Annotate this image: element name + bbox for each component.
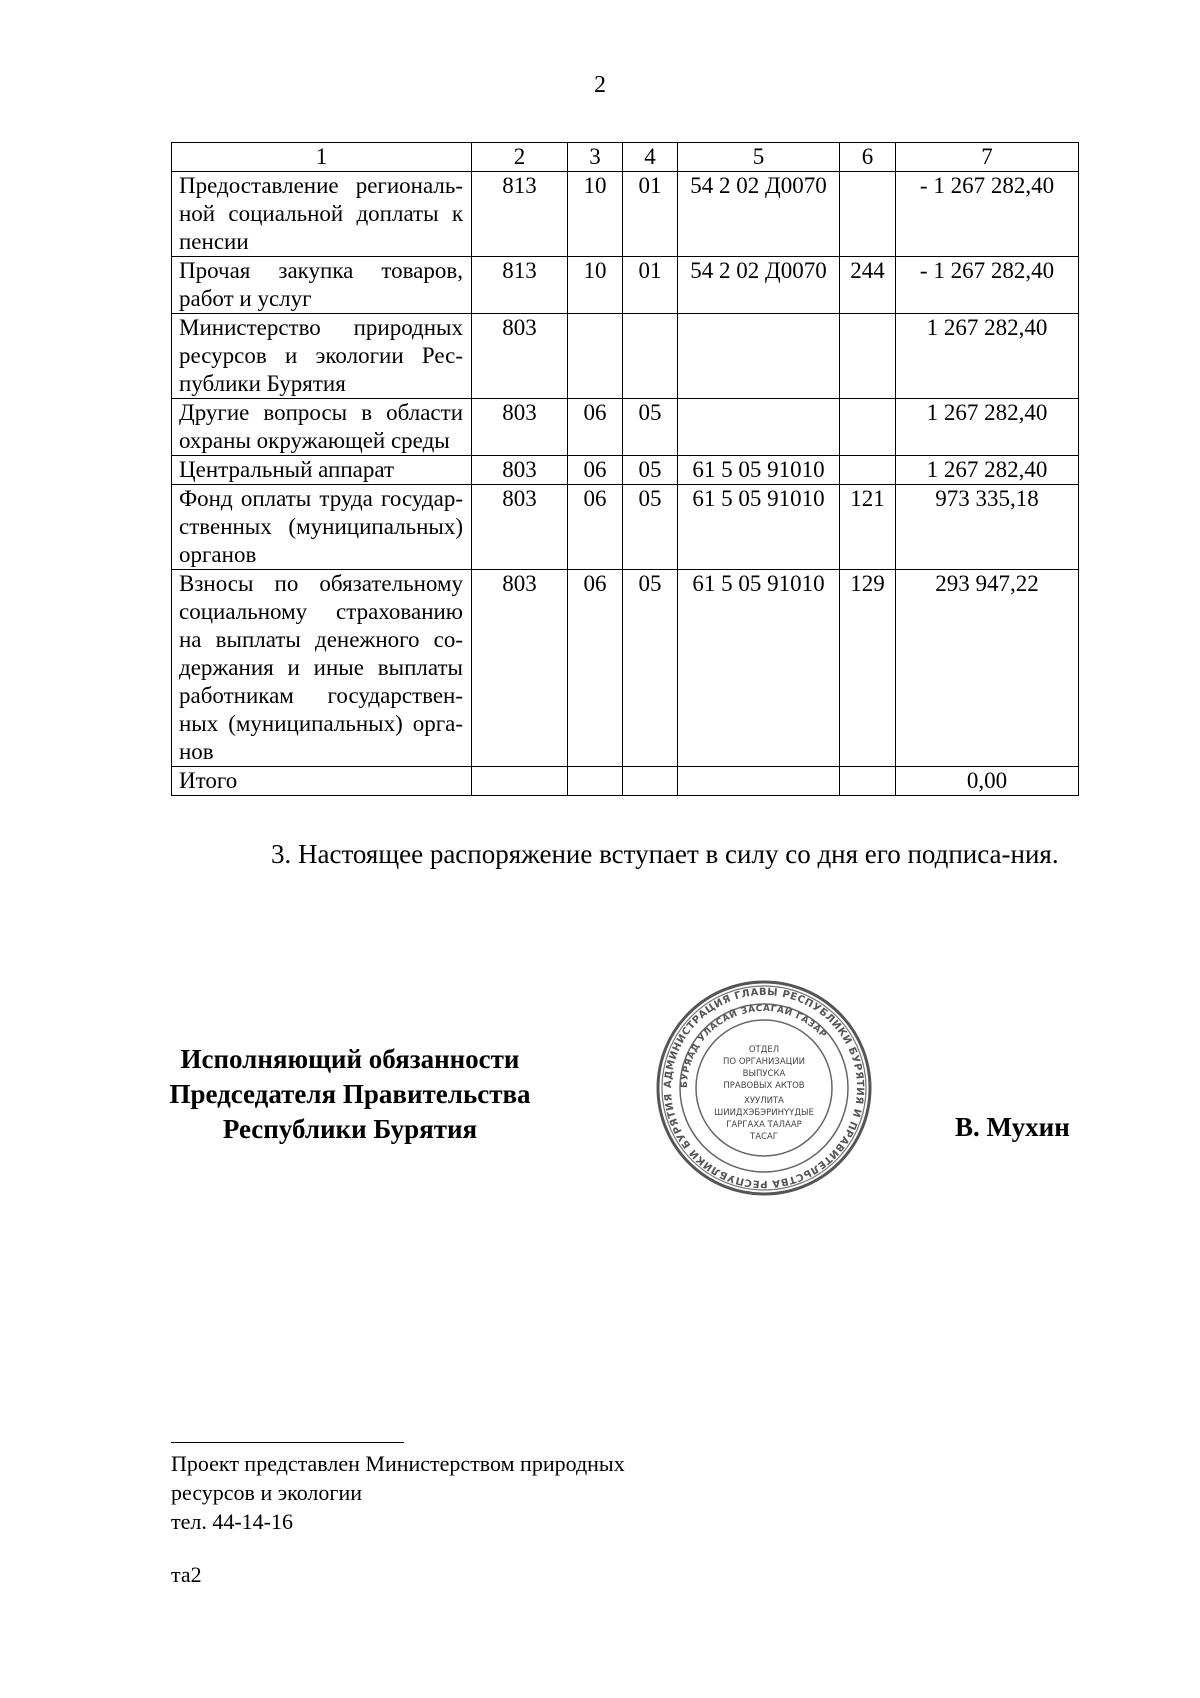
table-row [172, 172, 1079, 257]
row-value-cell: 10 [568, 257, 623, 314]
row-value-cell [568, 314, 623, 399]
row-value-cell: 54 2 02 Д0070 [678, 172, 840, 257]
seal-center-line: ПО ОРГАНИЗАЦИИ [723, 1057, 805, 1067]
row-value-cell: 1 267 282,40 [896, 399, 1079, 456]
seal-center-line: ШИИДХЭБЭРИНҮҮДЫЕ [714, 1108, 814, 1118]
seal-center-line: ТАСАГ [750, 1132, 778, 1142]
row-value-cell: 61 5 05 91010 [678, 456, 840, 485]
signer-name: В. Мухин [955, 1112, 1070, 1142]
row-value-cell [840, 399, 896, 456]
row-value-cell: 293 947,22 [896, 570, 1079, 767]
row-value-cell: 129 [840, 570, 896, 767]
row-name-cell: Прочая закупка товаров, работ и услуг [172, 257, 472, 314]
footnote-line: Проект представлен Министерством природных [171, 1451, 625, 1476]
row-name-cell: Предоставление региональ-ной социальной доплаты к пенсии [172, 172, 472, 257]
table-row [172, 570, 1079, 767]
row-value-cell: 803 [472, 399, 568, 456]
row-value-cell: 813 [472, 257, 568, 314]
row-value-cell: 10 [568, 172, 623, 257]
signatory-title [150, 1042, 550, 1147]
document-code: та2 [171, 1562, 202, 1587]
row-name-cell: Другие вопросы в области охраны окружающей среды [172, 399, 472, 456]
table-row [172, 314, 1079, 399]
row-name-cell: Центральный аппарат [172, 456, 472, 485]
row-value-cell: 06 [568, 570, 623, 767]
row-value-cell [472, 767, 568, 796]
row-value-cell: 54 2 02 Д0070 [678, 257, 840, 314]
header-cell: 4 [623, 143, 678, 172]
seal-outer-text: АДМИНИСТРАЦИЯ ГЛАВЫ РЕСПУБЛИКИ БУРЯТИЯ И ПРАВИТЕЛЬСТВА РЕСПУБЛИКИ БУРЯТИЯ [662, 986, 866, 1190]
header-cell: 5 [678, 143, 840, 172]
row-value-cell: 61 5 05 91010 [678, 485, 840, 570]
header-cell: 1 [172, 143, 472, 172]
row-value-cell [840, 767, 896, 796]
row-value-cell: 0,00 [896, 767, 1079, 796]
signatory-title-line: Председателя Правительства [169, 1079, 531, 1109]
row-value-cell [678, 767, 840, 796]
row-name-cell: Взносы по обязательному социальному страхованию на выплаты денежного со-держания и иные выплаты работникам государствен-ных (муниципальных) орга-нов [172, 570, 472, 767]
row-value-cell: 05 [623, 570, 678, 767]
footnote-divider [171, 1442, 404, 1443]
row-value-cell [568, 767, 623, 796]
row-value-cell: 803 [472, 456, 568, 485]
row-value-cell: 06 [568, 485, 623, 570]
row-value-cell: 05 [623, 456, 678, 485]
page-number: 2 [594, 72, 606, 98]
signatory-title-line: Республики Бурятия [222, 1114, 478, 1144]
official-seal-icon [654, 978, 874, 1198]
footnote [171, 1449, 771, 1536]
row-value-cell: 05 [623, 485, 678, 570]
footnote-line: тел. 44-14-16 [171, 1509, 294, 1534]
table-row [172, 456, 1079, 485]
row-value-cell: 01 [623, 257, 678, 314]
header-cell: 2 [472, 143, 568, 172]
seal-center-line: ВЫПУСКА [742, 1069, 786, 1079]
table-row [172, 485, 1079, 570]
row-name-cell: Итого [172, 767, 472, 796]
table-header-row [172, 143, 1079, 172]
seal-center-line: ГАРГАХА ТАЛААР [726, 1120, 802, 1130]
row-value-cell [840, 456, 896, 485]
row-value-cell [678, 314, 840, 399]
row-value-cell [840, 314, 896, 399]
footnote-line: ресурсов и экологии [171, 1480, 362, 1505]
row-value-cell [678, 399, 840, 456]
row-value-cell: 61 5 05 91010 [678, 570, 840, 767]
row-value-cell: 1 267 282,40 [896, 456, 1079, 485]
row-value-cell: 06 [568, 399, 623, 456]
row-value-cell: 813 [472, 172, 568, 257]
row-value-cell [623, 767, 678, 796]
row-value-cell: 803 [472, 570, 568, 767]
budget-table [171, 142, 1079, 796]
row-value-cell: - 1 267 282,40 [896, 172, 1079, 257]
header-cell: 6 [840, 143, 896, 172]
row-value-cell: 05 [623, 399, 678, 456]
row-value-cell: 121 [840, 485, 896, 570]
row-name-cell: Фонд оплаты труда государ-ственных (муниципальных) органов [172, 485, 472, 570]
row-value-cell [623, 314, 678, 399]
table-row [172, 399, 1079, 456]
seal-center-line: ПРАВОВЫХ АКТОВ [723, 1081, 805, 1091]
row-name-cell: Министерство природных ресурсов и экологии Рес-публики Бурятия [172, 314, 472, 399]
row-value-cell: 01 [623, 172, 678, 257]
row-value-cell: 244 [840, 257, 896, 314]
row-value-cell: 1 267 282,40 [896, 314, 1079, 399]
seal-center-line: ХУУЛИТА [744, 1096, 784, 1106]
seal-center-line: ОТДЕЛ [748, 1045, 780, 1055]
seal-inner-text: БУРЯАД УЛАСАЙ ЗАСАГАЙ ГАЗАР [679, 1003, 829, 1089]
table-row [172, 257, 1079, 314]
header-cell: 7 [896, 143, 1079, 172]
table-row [172, 767, 1079, 796]
signatory-title-line: Исполняющий обязанности [180, 1044, 520, 1074]
row-value-cell: 803 [472, 485, 568, 570]
row-value-cell: - 1 267 282,40 [896, 257, 1079, 314]
row-value-cell: 973 335,18 [896, 485, 1079, 570]
clause-3: 3. Настоящее распоряжение вступает в силу со дня его подписа-ния. [271, 839, 1059, 869]
header-cell: 3 [568, 143, 623, 172]
row-value-cell [840, 172, 896, 257]
row-value-cell: 06 [568, 456, 623, 485]
row-value-cell: 803 [472, 314, 568, 399]
